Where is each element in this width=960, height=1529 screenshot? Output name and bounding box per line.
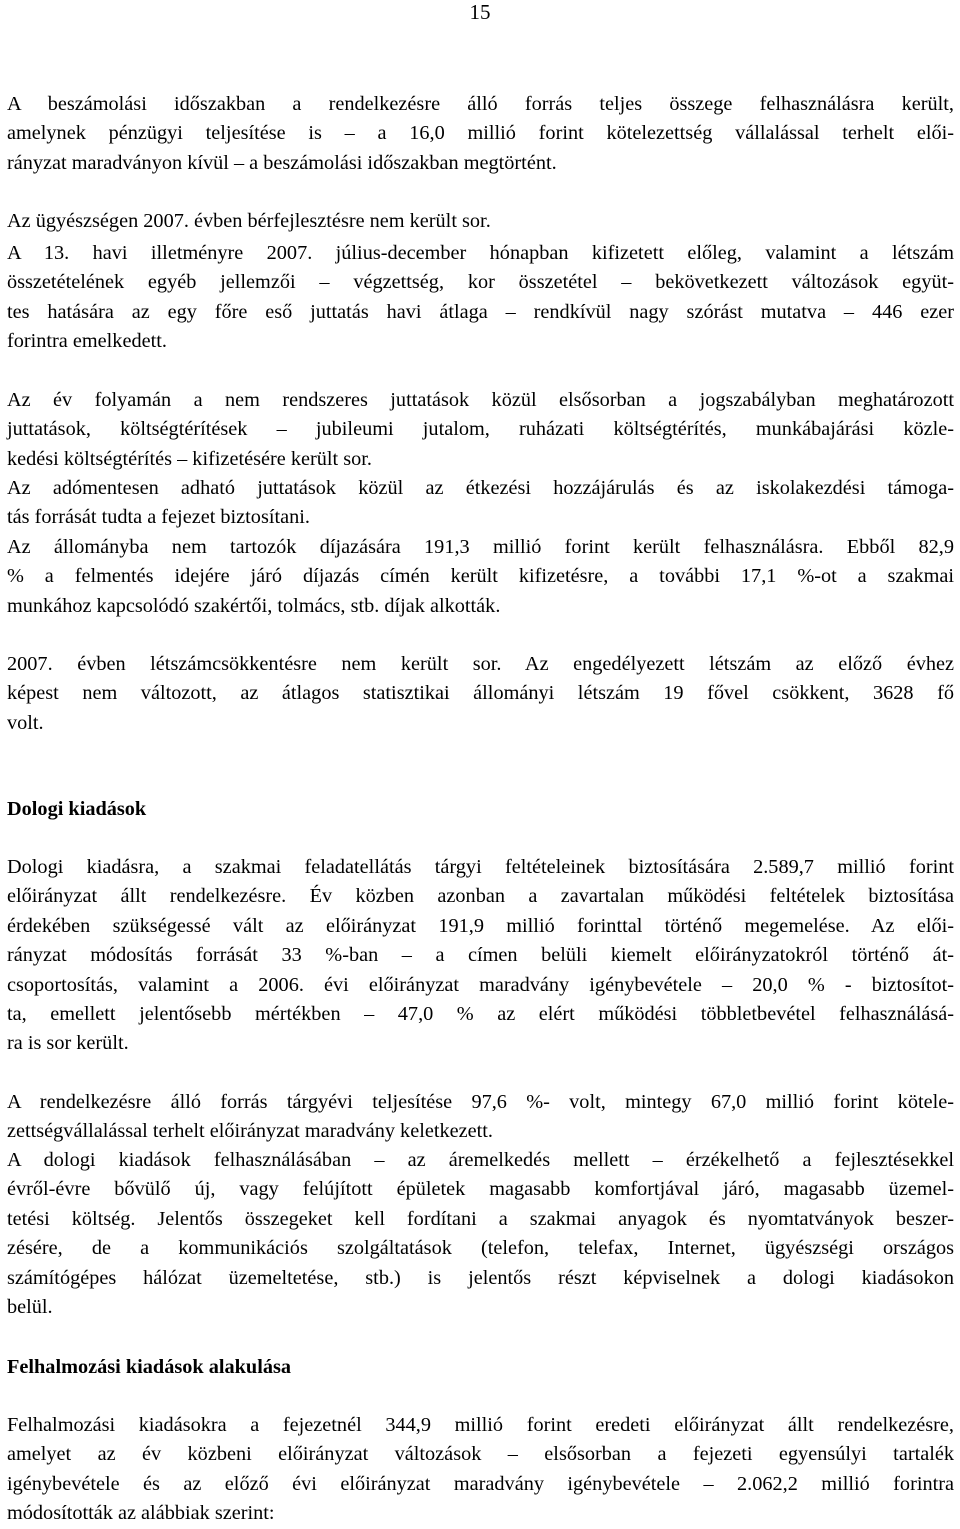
section-heading: Felhalmozási kiadások alakulása — [7, 1356, 291, 1378]
text-line: rányzat módosítás forrását 33 %-ban – a címen belüli kiemelt előirányzatokról történő át- — [7, 944, 954, 967]
paragraph — [7, 386, 954, 474]
text-line: A 13. havi illetményre 2007. július-december hónapban kifizetett előleg, valamint a létszám — [7, 242, 954, 264]
text-line: forintra emelkedett. — [7, 330, 167, 353]
paragraph — [7, 207, 954, 236]
text-line: ra is sor került. — [7, 1032, 129, 1055]
text-line: érdekében szükségessé vált az előirányzat 191,9 millió forinttal történő megemelése. Az elői- — [7, 914, 954, 937]
page-number: 15 — [469, 0, 491, 24]
paragraph — [7, 1146, 954, 1322]
text-line: képest nem változott, az átlagos statisztikai állományi létszám 19 fővel csökkent, 3628 fő — [7, 682, 954, 705]
text-line: volt. — [7, 711, 44, 734]
paragraph — [7, 853, 954, 1059]
text-line: kedési költségtérítés – kifizetésére került sor. — [7, 447, 372, 470]
text-line: A dologi kiadások felhasználásában – az áremelkedés mellett – érzékelhető a fejlesztésekkel — [7, 1149, 954, 1171]
paragraph — [7, 90, 954, 178]
text-line: amelynek pénzügyi teljesítése is – a 16,0 millió forint kötelezettség vállalással terhelt elői- — [7, 122, 954, 145]
text-line: rányzat maradványon kívül – a beszámolási időszakban megtörtént. — [7, 151, 557, 174]
text-line: % a felmentés idejére járó díjazás címén került kifizetésre, a további 17,1 %-ot a szakmai — [7, 565, 954, 588]
text-line: amelyet az év közbeni előirányzat változások – elsősorban a fejezeti egyensúlyi tartalék — [7, 1443, 954, 1466]
text-line: Az adómentesen adható juttatások közül az étkezési hozzájárulás és az iskolakezdési támoga- — [7, 477, 954, 499]
text-line: zésére, de a kommunikációs szolgáltatások (telefon, telefax, Internet, ügyészségi országos — [7, 1237, 954, 1260]
text-line: Dologi kiadásra, a szakmai feladatellátás tárgyi feltételeinek biztosítására 2.589,7 millió forint — [7, 856, 954, 878]
text-line: tás forrását tudta a fejezet biztosítani. — [7, 506, 310, 529]
text-line: juttatások, költségtérítések – jubileumi jutalom, ruházati költségtérítés, munkábajárási közle- — [7, 418, 954, 441]
paragraph — [7, 533, 954, 621]
text-line: Az állományba nem tartozók díjazására 191,3 millió forint került felhasználásra. Ebből 82,9 — [7, 536, 954, 558]
text-line: zettségvállalással terhelt előirányzat maradvány keletkezett. — [7, 1120, 493, 1143]
paragraph — [7, 1088, 954, 1147]
text-line: számítógépes hálózat üzemeltetése, stb.) is jelentős részt képviselnek a dologi kiadásokon — [7, 1266, 954, 1289]
paragraph — [7, 650, 954, 738]
text-line: összetételének egyéb jellemzői – végzettség, kor összetétel – bekövetkezett változások együt- — [7, 271, 954, 294]
text-line: A beszámolási időszakban a rendelkezésre álló forrás teljes összege felhasználásra került, — [7, 93, 954, 115]
text-line: 2007. évben létszámcsökkentésre nem került sor. Az engedélyezett létszám az előző évhez — [7, 653, 954, 675]
text-line: Az ügyészségen 2007. évben bérfejlesztésre nem került sor. — [7, 210, 491, 232]
text-line: belül. — [7, 1296, 53, 1319]
paragraph — [7, 239, 954, 357]
text-line: tes hatására az egy főre eső juttatás havi átlaga – rendkívül nagy szórást mutatva – 446 ezer — [7, 300, 954, 323]
text-line: csoportosítás, valamint a 2006. évi előirányzat maradvány igénybevétele – 20,0 % - biztosítot- — [7, 973, 954, 996]
text-line: módosították az alábbiak szerint: — [7, 1502, 275, 1525]
text-line: évről-évre bővülő új, vagy felújított épületek magasabb komfortjával járó, magasabb üzemel- — [7, 1178, 954, 1201]
section-heading: Dologi kiadások — [7, 798, 147, 820]
text-line: munkához kapcsolódó szakértői, tolmács, stb. díjak alkották. — [7, 594, 501, 617]
text-line: előirányzat állt rendelkezésre. Év közben azonban a zavartalan működési feltételek biztosítása — [7, 885, 954, 908]
text-line: ta, emellett jelentősebb mértékben – 47,0 % az elért működési többletbevétel felhasználásá- — [7, 1003, 954, 1026]
paragraph — [7, 474, 954, 533]
text-line: Az év folyamán a nem rendszeres juttatások közül elsősorban a jogszabályban meghatározott — [7, 389, 954, 411]
paragraph — [7, 1411, 954, 1529]
text-line: Felhalmozási kiadásokra a fejezetnél 344,9 millió forint eredeti előirányzat állt rendelkezésre, — [7, 1414, 954, 1436]
text-line: A rendelkezésre álló forrás tárgyévi teljesítése 97,6 %- volt, mintegy 67,0 millió forint kötele- — [7, 1091, 954, 1113]
text-line: igénybevétele és az előző évi előirányzat maradvány igénybevétele – 2.062,2 millió forintra — [7, 1472, 954, 1495]
text-line: tetési költség. Jelentős összegeket kell fordítani a szakmai anyagok és nyomtatványok beszer- — [7, 1207, 954, 1230]
